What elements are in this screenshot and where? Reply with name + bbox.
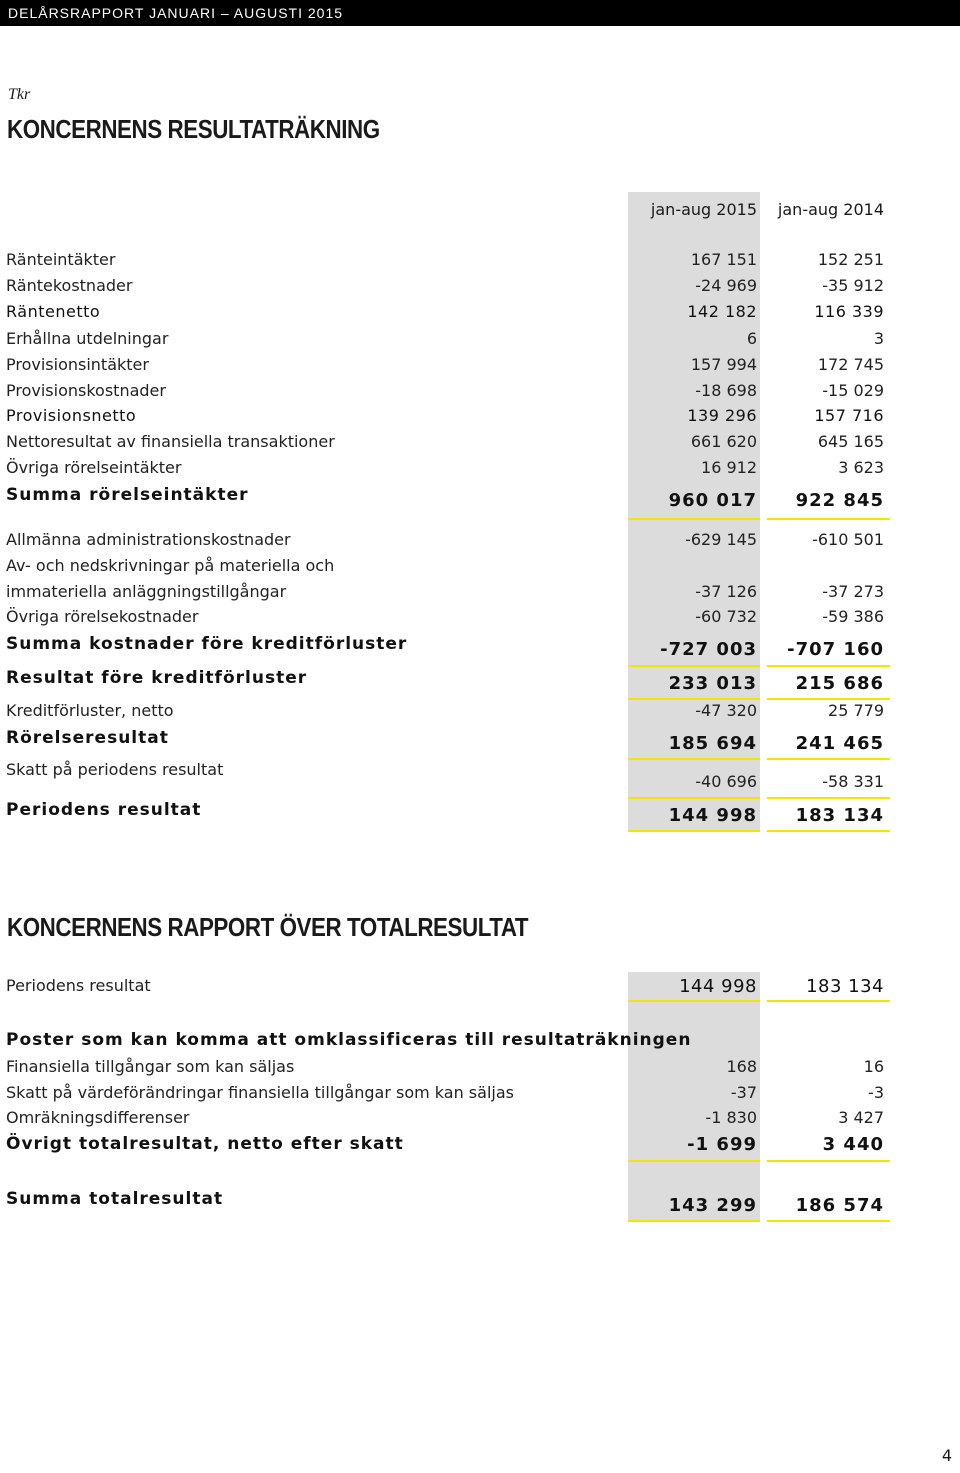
column-header-2015: jan-aug 2015 (650, 200, 757, 219)
row-label: Övriga rörelsekostnader (6, 607, 199, 626)
table-row (0, 607, 960, 631)
table-row (0, 1108, 960, 1132)
value-2015: -47 320 (695, 701, 757, 720)
value-2014: -15 029 (822, 381, 884, 400)
row-label: Kreditförluster, netto (6, 701, 174, 720)
table-row (0, 355, 960, 379)
total-underline (767, 518, 890, 520)
total-underline (767, 665, 890, 667)
table-row (0, 582, 960, 606)
table-row-total (0, 485, 960, 509)
value-2014: 183 134 (795, 805, 884, 826)
value-2015: 661 620 (690, 432, 757, 451)
table-row (0, 406, 960, 430)
value-2014: 16 (863, 1057, 884, 1076)
report-header-bar (0, 0, 960, 26)
value-2014: 116 339 (814, 302, 884, 321)
value-2014: 157 716 (814, 406, 884, 425)
value-2014: 215 686 (795, 673, 884, 694)
table-row (0, 250, 960, 274)
value-2015: 233 013 (668, 673, 757, 694)
value-2015: -629 145 (685, 530, 757, 549)
table-row (0, 432, 960, 456)
value-2015: -727 003 (660, 639, 757, 660)
table-row-total (0, 800, 960, 824)
column-header-2014: jan-aug 2014 (777, 200, 884, 219)
table-row-total (0, 668, 960, 692)
table-row (0, 276, 960, 300)
value-2014: -3 (868, 1083, 884, 1102)
table-row (0, 530, 960, 554)
value-2015: 168 (726, 1057, 757, 1076)
total-underline (628, 830, 760, 832)
value-2014: -610 501 (812, 530, 884, 549)
value-2014: 3 623 (838, 458, 884, 477)
value-2014: -59 386 (822, 607, 884, 626)
total-underline (628, 665, 760, 667)
row-label: Poster som kan komma att omklassificeras till resultaträkningen (6, 1030, 692, 1050)
value-2015: -40 696 (695, 772, 757, 791)
table-row-total (0, 634, 960, 658)
page-number: 4 (941, 1446, 952, 1465)
row-label: Periodens resultat (6, 800, 202, 820)
table-row (0, 976, 960, 1000)
row-label: Skatt på periodens resultat (6, 760, 224, 779)
value-2015: 142 182 (687, 302, 757, 321)
row-label: Omräkningsdifferenser (6, 1108, 190, 1127)
row-label: Övrigt totalresultat, netto efter skatt (6, 1134, 404, 1154)
row-label: Provisionsintäkter (6, 355, 149, 374)
total-underline (767, 698, 890, 700)
table-row (0, 760, 960, 791)
row-label: Nettoresultat av finansiella transaktioner (6, 432, 335, 451)
total-underline (628, 797, 760, 799)
row-label: immateriella anläggningstillgångar (6, 582, 287, 601)
total-underline (628, 1160, 760, 1162)
value-2014: 922 845 (795, 490, 884, 511)
value-2015: 6 (746, 329, 757, 348)
row-label: Summa totalresultat (6, 1189, 224, 1209)
total-underline (767, 797, 890, 799)
total-underline (628, 1000, 760, 1002)
value-2015: -37 (730, 1083, 757, 1102)
report-title: DELÅRSRAPPORT JANUARI – AUGUSTI 2015 (8, 5, 344, 21)
total-underline (628, 1220, 760, 1222)
unit-label: Tkr (8, 86, 31, 103)
value-2014: 3 440 (822, 1134, 884, 1155)
row-label: Ränteintäkter (6, 250, 116, 269)
table-row (0, 556, 960, 580)
value-2014: 186 574 (795, 1195, 884, 1216)
row-label: Resultat före kreditförluster (6, 668, 308, 688)
row-label: Erhållna utdelningar (6, 329, 169, 348)
value-2014: 25 779 (828, 701, 884, 720)
row-label: Finansiella tillgångar som kan säljas (6, 1057, 295, 1076)
row-label: Summa rörelseintäkter (6, 485, 249, 505)
comprehensive-income-title: KONCERNENS RAPPORT ÖVER TOTALRESULTAT (7, 912, 529, 942)
total-underline (767, 1160, 890, 1162)
row-label: Räntekostnader (6, 276, 133, 295)
value-2015: -18 698 (695, 381, 757, 400)
row-label: Rörelseresultat (6, 728, 169, 748)
table-row-total (0, 1134, 960, 1158)
table-row (0, 1083, 960, 1107)
table-row (0, 381, 960, 405)
value-2015: 16 912 (701, 458, 757, 477)
value-2014: -37 273 (822, 582, 884, 601)
value-2015: 185 694 (668, 733, 757, 754)
value-2014: -35 912 (822, 276, 884, 295)
value-2014: 241 465 (795, 733, 884, 754)
table-row (0, 1057, 960, 1081)
row-label: Periodens resultat (6, 976, 151, 995)
value-2015: 144 998 (679, 976, 757, 997)
value-2015: 144 998 (668, 805, 757, 826)
value-2014: 645 165 (817, 432, 884, 451)
value-2015: -24 969 (695, 276, 757, 295)
total-underline (767, 1000, 890, 1002)
table-row-total (0, 728, 960, 752)
table-row (0, 329, 960, 353)
row-label: Räntenetto (6, 302, 101, 321)
value-2015: -37 126 (695, 582, 757, 601)
value-2015: 143 299 (668, 1195, 757, 1216)
value-2014: 3 (873, 329, 884, 348)
row-label: Allmänna administrationskostnader (6, 530, 291, 549)
table-row-total (0, 1189, 960, 1216)
row-label: Skatt på värdeförändringar finansiella tillgångar som kan säljas (6, 1083, 514, 1102)
value-2015: 167 151 (690, 250, 757, 269)
row-label: Provisionskostnader (6, 381, 166, 400)
value-2015: -1 830 (705, 1108, 757, 1127)
table-row (0, 458, 960, 482)
value-2015: 960 017 (668, 490, 757, 511)
income-statement-title: KONCERNENS RESULTATRÄKNING (7, 114, 380, 144)
total-underline (628, 698, 760, 700)
value-2015: -60 732 (695, 607, 757, 626)
value-2014: 183 134 (806, 976, 884, 997)
value-2014: -58 331 (822, 772, 884, 791)
value-2015: 139 296 (687, 406, 757, 425)
row-label: Övriga rörelseintäkter (6, 458, 182, 477)
row-label: Av- och nedskrivningar på materiella och (6, 556, 335, 575)
value-2015: -1 699 (687, 1134, 757, 1155)
total-underline (628, 518, 760, 520)
total-underline (767, 1220, 890, 1222)
value-2014: 172 745 (817, 355, 884, 374)
row-label: Provisionsnetto (6, 406, 137, 425)
row-label: Summa kostnader före kreditförluster (6, 634, 408, 654)
value-2014: -707 160 (787, 639, 884, 660)
value-2014: 152 251 (817, 250, 884, 269)
table-row (0, 701, 960, 725)
value-2014: 3 427 (838, 1108, 884, 1127)
table-row-subheading (0, 1030, 960, 1054)
value-2015: 157 994 (690, 355, 757, 374)
total-underline (767, 830, 890, 832)
table-row (0, 302, 960, 326)
